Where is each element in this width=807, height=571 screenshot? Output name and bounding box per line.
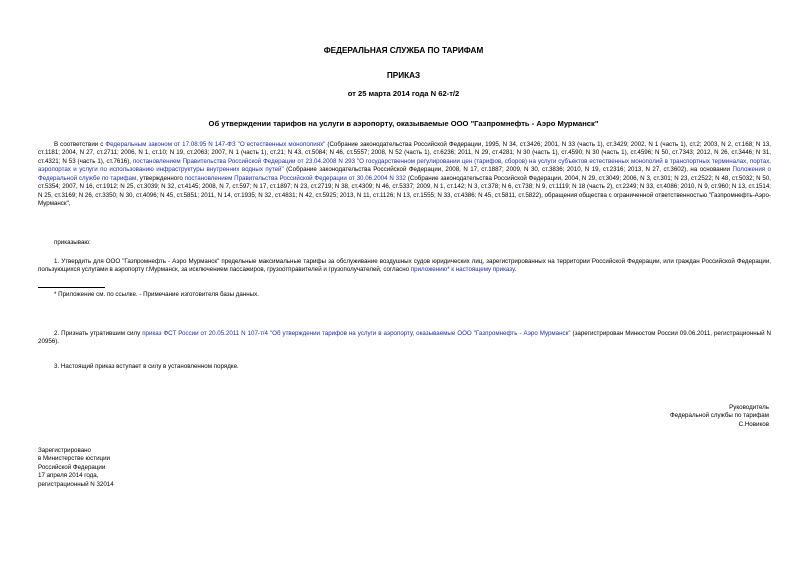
item-2-paragraph <box>38 330 771 347</box>
doc-type-heading: ПРИКАЗ <box>386 71 421 80</box>
registration-line-3: Российской Федерации <box>38 463 106 471</box>
item-1-paragraph <box>38 258 771 275</box>
prikazyvayu-text: приказываю: <box>54 239 91 246</box>
footnote: * Приложение см. по ссылке. - Примечание изготовителя базы данных. <box>54 291 259 298</box>
item-1-text-end: . <box>514 266 517 274</box>
footnote-divider <box>38 287 105 288</box>
date-number-heading: от 25 марта 2014 года N 62-т/2 <box>347 89 460 98</box>
preamble-text-3: (Собрание законодательства Российской Федерации, 2008, N 17, ст.1887; 2009, N 30, ст.3836; 2010, N 19, ст.2316; 2013, N 27, ст.3602), на основании <box>283 166 733 174</box>
resolution-293-link[interactable]: постановлением Правительства Российской Федерации от 23.04.2008 N 293 "О государственном регулировании цен (тарифов, сборов) на услуги субъектов естественных монополий в транспортных терминалах, портах, аэропортах и услуги по использованию инфраструктуры внутренних водных путей" <box>38 157 772 174</box>
law-147fz-link[interactable]: Федеральным законом от 17.08.95 N 147-ФЗ "О естественных монополиях" <box>105 141 326 148</box>
registration-block <box>38 447 114 489</box>
appendix-link[interactable]: приложению* к настоящему приказу <box>410 266 515 274</box>
registration-date: 17 апреля 2014 года, <box>38 472 99 480</box>
item-2-text: 2. Признать утратившим силу <box>54 330 143 337</box>
registration-line-1: Зарегистрировано <box>38 447 91 454</box>
item-3-paragraph: 3. Настоящий приказ вступает в силу в установленном порядке. <box>54 363 239 370</box>
signature-position: Руководитель <box>729 404 769 411</box>
item-1-text: 1. Утвердить для ООО "Газпромнефть - Аэро Мурманск" предельные максимальные тарифы за обслуживание воздушных судов юридических лиц, зарегистрированных на территории Российской Федерации, или граждан Российской Федерации, пользующихся услугами в аэропорту г.Мурманск, за исключением пассажиров, грузоотправителей и грузополучателей, согласно <box>38 258 771 274</box>
fst-regulation-link[interactable]: Положения о Федеральной службе по тарифам <box>38 166 771 182</box>
resolution-332-link[interactable]: постановлением Правительства Российской Федерации от 30.06.2004 N 332 <box>184 174 406 182</box>
preamble-text-4: , утвержденного <box>136 174 185 182</box>
preamble-paragraph <box>38 141 771 208</box>
registration-line-2: в Министерстве юстиции <box>38 455 111 463</box>
document-title: Об утверждении тарифов на услуги в аэропорту, оказываемые ООО "Газпромнефть - Аэро Мурманск" <box>208 119 599 128</box>
signature-block <box>670 404 769 429</box>
preamble-text-2: (Собрание законодательства Российской Федерации, 1995, N 34, ст.3426; 2001, N 33 (часть 1), ст.3429; 2002, N 1 (часть 1), ст.2; 2003, N 2, ст.168; N 13, ст.1181; 2004, N 27, ст.2711; 2006, N 1, ст.10; N 19, ст.2063; 2007, N 1 (часть 1), ст.21; N 43, ст.5084; N 46, ст.5557; 2008, N 52 (часть 1), ст.6236; 2011, N 29, ст.4281; N 30 (часть 1), ст.4590; N 30 (часть 1), ст.4596; N 50, ст.7343; 2012, N 26, ст.3446; N 31, ст.4321; N 53 (часть 1), ст.7616), <box>38 141 771 165</box>
signature-name: С.Новиков <box>738 420 769 428</box>
item-2-text-end: (зарегистрирован Минюстом России 09.06.2011, регистрационный N 20956). <box>38 330 771 346</box>
preamble-text-5: (Собрание законодательства Российской Федерации, 2004, N 29, ст.3049; 2006, N 3, ст.301; N 23, ст.2522; N 48, ст.5032; N 50, ст.5354; 2007, N 16, ст.1912; N 25, ст.3039; N 32, ст.4145; 2008, N 7, ст.597; N 17, ст.1897; N 23, ст.2719; N 38, ст.4309; N 46, ст.5337; 2009, N 1, ст.142; N 3, ст.378; N 6, ст.738; N 9, ст.1119; N 18 (часть 2), ст.2249; N 33, ст.4086; 2010, N 9, ст.960; N 13, ст.1514; N 25, ст.3169; N 26, ст.3350; N 30, ст.4096; N 45, ст.5851; 2011, N 14, ст.1935; N 32, ст.4831; N 42, ст.5925; 2013, N 11, ст.1126; N 13, ст.1555; N 33, ст.4386; N 45, ст.5811, ст.5822), обращения общества с ограниченной ответственностью "Газпромнефть-Аэро-Мурманск", <box>38 174 772 207</box>
signature-agency: Федеральной службы по тарифам <box>670 412 769 420</box>
fst-order-107-link[interactable]: приказ ФСТ России от 20.05.2011 N 107-т/4 "Об утверждении тарифов на услуги в аэропорту, оказываемые ООО "Газпромнефть - Аэро Мурманск" <box>142 330 571 337</box>
registration-number: регистрационный N 32014 <box>38 480 114 488</box>
preamble-text-1: В соответствии с <box>54 141 106 148</box>
agency-heading: ФЕДЕРАЛЬНАЯ СЛУЖБА ПО ТАРИФАМ <box>323 46 484 55</box>
